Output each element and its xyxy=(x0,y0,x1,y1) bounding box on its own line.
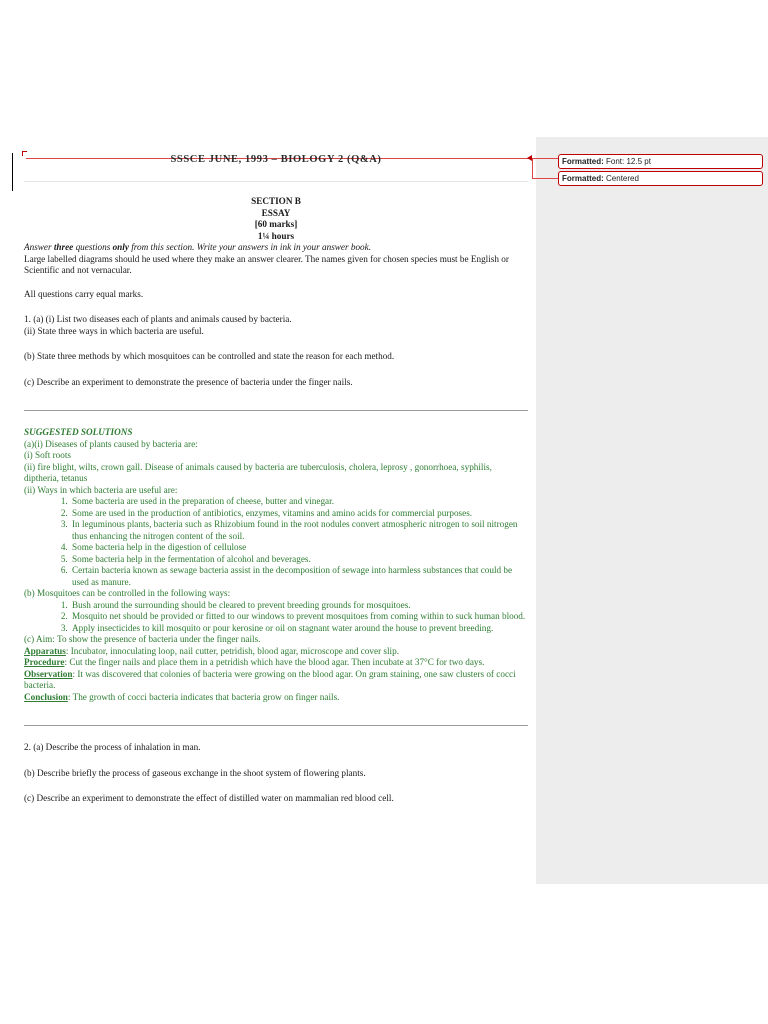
list-item: 1. Some bacteria are used in the preparation of cheese, butter and vinegar. xyxy=(70,496,528,508)
section-type: ESSAY xyxy=(261,207,291,218)
question-1c: (c) Describe an experiment to demonstrate the presence of bacteria under the finger nails. xyxy=(24,376,353,387)
question-2b: (b) Describe briefly the process of gaseous exchange in the shoot system of flowering plants. xyxy=(24,767,366,778)
revision-detail: Centered xyxy=(606,174,639,183)
question-2c: (c) Describe an experiment to demonstrate the effect of distilled water on mammalian red blood cell. xyxy=(24,793,394,803)
solution-line: (ii) Ways in which bacteria are useful are: xyxy=(24,484,178,495)
list-item: 5. Some bacteria help in the fermentation of alcohol and beverages. xyxy=(70,554,528,566)
solution-conclusion: Conclusion: The growth of cocci bacteria indicates that bacteria grow on finger nails. xyxy=(24,691,340,702)
section-name: SECTION B xyxy=(251,196,301,206)
suggested-solutions xyxy=(24,427,528,703)
section-divider xyxy=(24,410,528,411)
section-divider xyxy=(24,725,528,726)
section-duration: 1¼ hours xyxy=(257,230,295,241)
list-item: 4. Some bacteria help in the digestion of cellulose xyxy=(70,542,528,554)
list-item: 2. Some are used in the production of antibiotics, enzymes, vitamins and amino acids for commercial purposes. xyxy=(70,508,528,520)
solution-line: (a)(i) Diseases of plants caused by bacteria are: xyxy=(24,438,198,449)
text-cursor xyxy=(12,153,13,191)
comments-margin xyxy=(536,137,768,884)
list-item: 1. Bush around the surrounding should be cleared to prevent breeding grounds for mosquitoes. xyxy=(70,600,528,612)
question-1a-ii: (ii) State three ways in which bacteria are useful. xyxy=(24,325,204,336)
revision-balloon-alignment[interactable] xyxy=(558,171,763,186)
instruction-answer: Answer three questions only from this section. Write your answers in ink in your answer book. xyxy=(24,242,372,252)
revision-label: Formatted: xyxy=(562,174,604,183)
revision-balloon-font[interactable] xyxy=(558,154,763,169)
section-marks: [60 marks] xyxy=(254,219,298,229)
revision-label: Formatted: xyxy=(562,157,604,166)
question-1a-i: 1. (a) (i) List two diseases each of plants and animals caused by bacteria. xyxy=(24,314,292,324)
solutions-heading: SUGGESTED SOLUTIONS xyxy=(24,427,133,437)
solution-line: (ii) fire blight, wilts, crown gall. Disease of animals caused by bacteria are tuberculosis, cholera, leprosy , gonorrhoea, syphilis, diptheria, tetanus xyxy=(24,461,492,483)
document-page[interactable] xyxy=(24,152,528,805)
solution-aim: (c) Aim: To show the presence of bacteria under the finger nails. xyxy=(24,634,261,644)
revision-connector-branch xyxy=(532,158,558,179)
solution-line: (b) Mosquitoes can be controlled in the following ways: xyxy=(24,588,231,598)
solution-procedure: Procedure: Cut the finger nails and place them in a petridish which have the blood agar. Then incubate at 37°C for two days. xyxy=(24,657,485,667)
title-divider xyxy=(24,181,528,182)
question-2a: 2. (a) Describe the process of inhalation in man. xyxy=(24,742,201,752)
bacteria-uses-list xyxy=(24,496,528,588)
solution-line: (i) Soft roots xyxy=(24,450,71,460)
solution-observation: Observation: It was discovered that colonies of bacteria were growing on the blood agar. On gram staining, one saw clusters of cocci bacteria. xyxy=(24,668,516,690)
list-item: 2. Mosquito net should be provided or fitted to our windows to prevent mosquitoes from coming within to suck human blood. xyxy=(70,611,528,623)
list-item: 6. Certain bacteria known as sewage bacteria assist in the decomposition of sewage into harmless substances that could be used as manure. xyxy=(70,565,528,588)
instruction-equal-marks: All questions carry equal marks. xyxy=(24,288,144,299)
instruction-diagrams: Large labelled diagrams should he used where they make an answer clearer. The names given for chosen species must be English or Scientific and not vernacular. xyxy=(24,253,509,275)
solution-apparatus: Apparatus: Incubator, innoculating loop, nail cutter, petridish, blood agar, microscope and cover slip. xyxy=(24,645,400,656)
document-title: SSSCE JUNE, 1993 – BIOLOGY 2 (Q&A) xyxy=(170,154,382,165)
list-item: 3. Apply insecticides to kill mosquito or pour kerosine or oil on stagnant water around the house to prevent breeding. xyxy=(70,623,528,635)
question-1b: (b) State three methods by which mosquitoes can be controlled and state the reason for each method. xyxy=(24,351,395,361)
revision-detail: Font: 12.5 pt xyxy=(606,157,651,166)
list-item: 3. In leguminous plants, bacteria such as Rhizobium found in the root nodules convert atmospheric nitrogen to soil nitrogen thus enhancing the nitrogen content of the soil. xyxy=(70,519,528,542)
mosquito-control-list xyxy=(24,600,528,635)
